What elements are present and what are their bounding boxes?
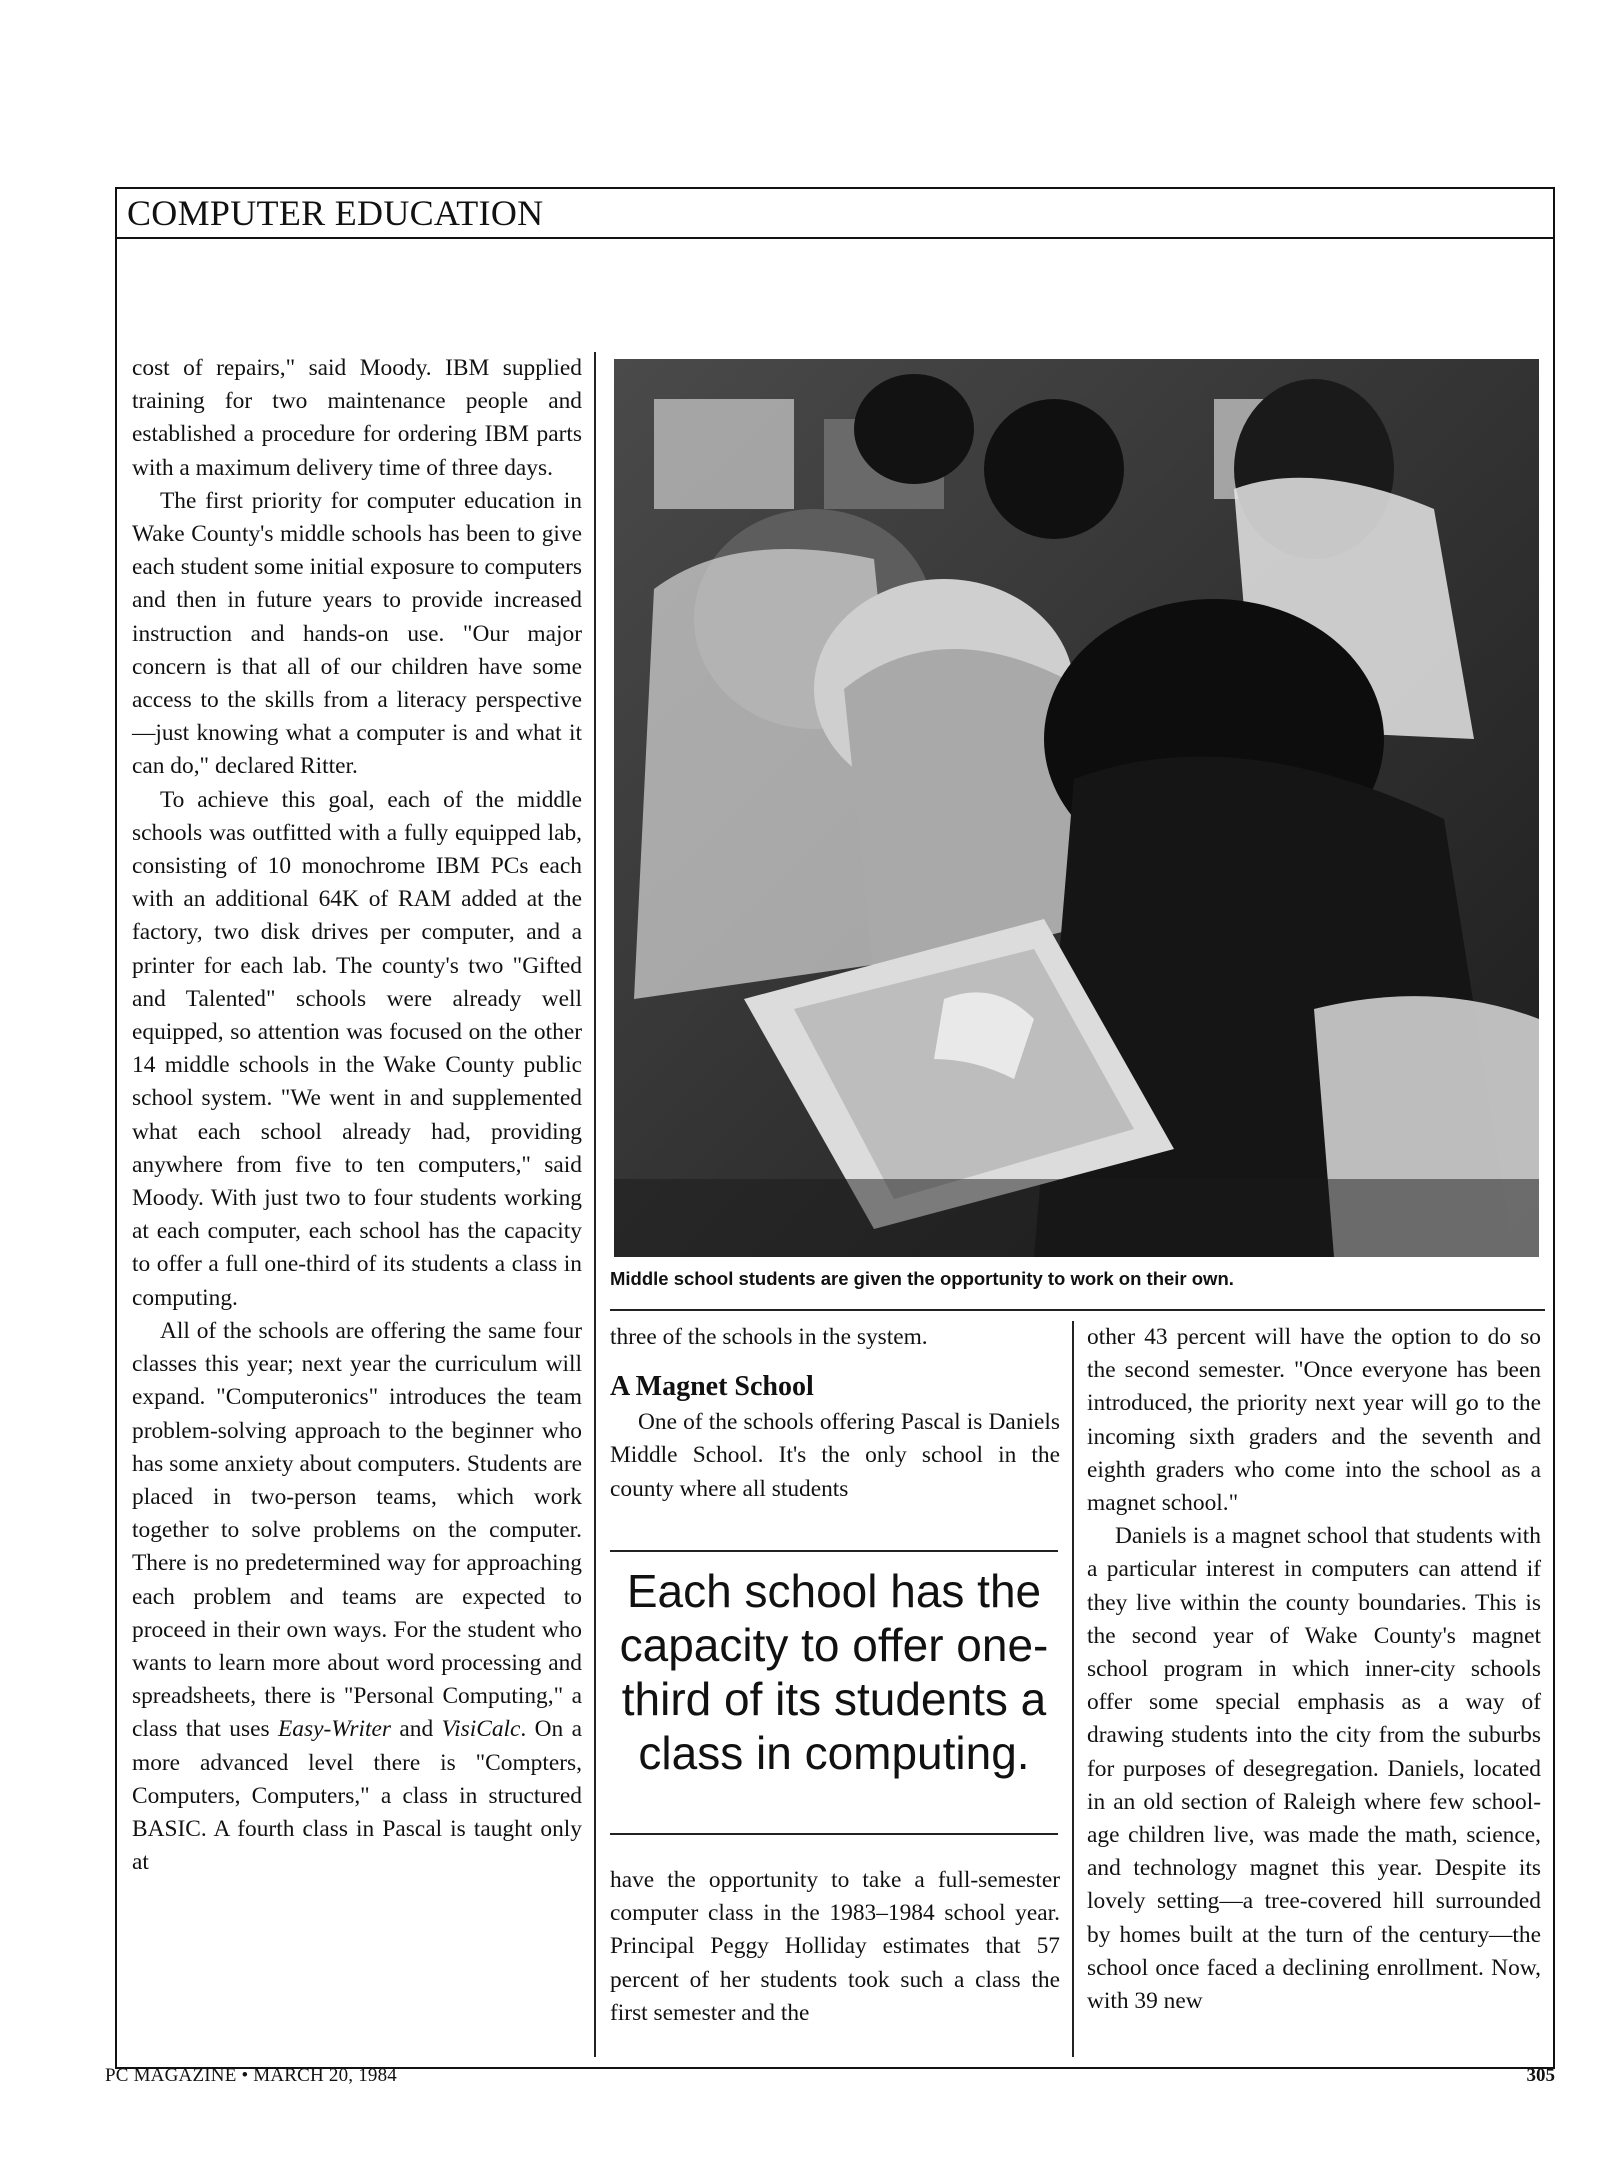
emphasis-easywriter: Easy-Writer — [277, 1716, 392, 1743]
column-divider — [1072, 1321, 1074, 2057]
emphasis-visicalc: VisiCalc — [441, 1716, 521, 1743]
page-frame — [115, 187, 1555, 2069]
paragraph: have the opportunity to take a full-semester computer class in the 1983–1984 school year. Principal Peggy Holliday estimates that 57 percent of her students took such a class the first semester and the — [610, 1867, 1060, 2026]
paragraph: Daniels is a magnet school that students with a particular interest in computers can attend if they live within the county boundaries. This is the second year of Wake County's magnet school program in which inner-city schools offer some special emphasis as a way of drawing students into the city from the suburbs for purposes of desegregation. Daniels, located in an old section of Raleigh where few school-age children live, was made the math, science, and technology magnet this year. Despite its lovely setting—a tree-covered hill surrounded by homes built at the turn of the century—the school once faced a declining enrollment. Now, with 39 new — [1087, 1523, 1541, 2015]
photo-caption: Middle school students are given the opportunity to work on their own. — [610, 1268, 1234, 1289]
paragraph-with-emphasis — [132, 1315, 582, 1879]
footer-publication: PC MAGAZINE • MARCH 20, 1984 — [105, 2065, 397, 2086]
pull-quote: Each school has the capacity to offer one-third of its students a class in computing. — [610, 1550, 1058, 1835]
paragraph: other 43 percent will have the option to do so the second semester. "Once everyone has been introduced, the priority next year will go to the incoming sixth graders and the seventh and eighth graders who come into the school as a magnet school." — [1087, 1324, 1541, 1517]
section-header — [117, 189, 1553, 239]
paragraph-text: and — [391, 1716, 442, 1743]
paragraph: One of the schools offering Pascal is Daniels Middle School. It's the only school in the county where all students — [610, 1409, 1060, 1502]
article-column-1 — [132, 352, 582, 1879]
paragraph-text: All of the schools are offering the same four classes this year; next year the curriculum will expand. "Computeronics" introduces the team problem-solving approach to the beginner who has some anxiety about computers. Students are placed in two-person teams, which work together to solve problems on the computer. There is no predetermined way for approaching each problem and teams are expected to proceed in their own ways. For the student who wants to learn more about word processing and spreadsheets, there is "Personal Computing," a class that uses — [132, 1317, 582, 1743]
paragraph: The first priority for computer education in Wake County's middle schools has been to give each student some initial exposure to computers and then in future years to provide increased instruction and hands-on use. "Our major concern is that all of our children have some access to the skills from a literacy perspective—just knowing what a computer is and what it can do," declared Ritter. — [132, 487, 582, 780]
article-column-2-continued — [610, 1864, 1060, 2030]
subhead-magnet-school: A Magnet School — [610, 1371, 814, 1403]
article-column-3 — [1087, 1321, 1541, 2018]
photo-illustration — [614, 359, 1539, 1257]
classroom-photo — [614, 359, 1539, 1257]
paragraph: To achieve this goal, each of the middle schools was outfitted with a fully equipped lab, consisting of 10 monochrome IBM PCs each with an additional 64K of RAM added at the factory, two disk drives per computer, and a printer for each lab. The county's two "Gifted and Talented" schools were already well equipped, so attention was focused on the other 14 middle schools in the Wake County public school system. "We went in and supplemented what each school already had, providing anywhere from five to ten computers," said Moody. With just two to four students working at each computer, each school has the capacity to offer a full one-third of its students a class in computing. — [132, 786, 582, 1311]
article-column-2 — [610, 1321, 1060, 1506]
paragraph: three of the schools in the system. — [610, 1324, 928, 1350]
paragraph-text: . On a more advanced level there is "Compters, Computers, Computers," a class in structured BASIC. A fourth class in Pascal is taught only at — [132, 1716, 583, 1876]
page-number: 305 — [1526, 2065, 1555, 2086]
section-title: COMPUTER EDUCATION — [127, 193, 544, 233]
caption-rule — [610, 1309, 1545, 1311]
paragraph: cost of repairs," said Moody. IBM supplied training for two maintenance people and established a procedure for ordering IBM parts with a maximum delivery time of three days. — [132, 355, 582, 481]
column-divider — [594, 352, 596, 2057]
